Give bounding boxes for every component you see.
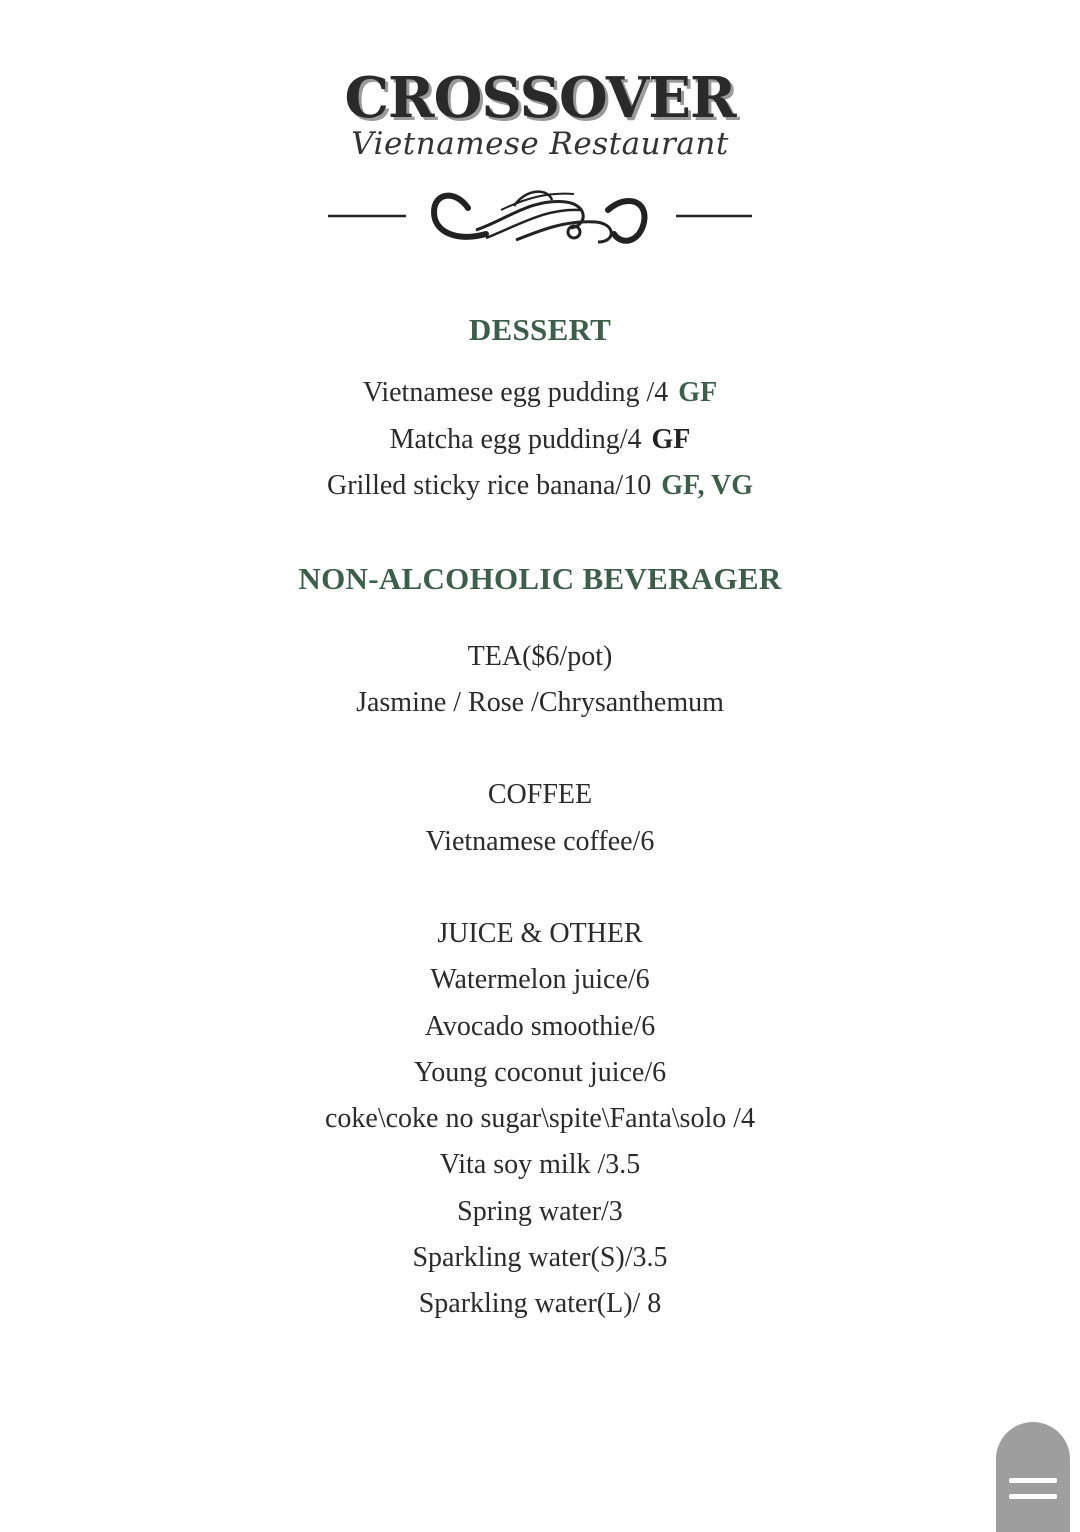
menu-item: Vietnamese coffee/6 bbox=[425, 826, 655, 857]
menu-item: Avocado smoothie/6 bbox=[424, 1011, 656, 1042]
menu-item: Watermelon juice/6 bbox=[430, 964, 650, 995]
menu-item: Spring water/3 bbox=[457, 1196, 623, 1227]
menu-toggle-button[interactable] bbox=[996, 1422, 1070, 1532]
menu-item-text: Grilled sticky rice banana/10 bbox=[326, 470, 652, 501]
dietary-tag: GF, VG bbox=[661, 470, 754, 501]
menu-item-text: Vietnamese egg pudding /4 bbox=[362, 377, 669, 408]
restaurant-logo bbox=[0, 62, 1080, 162]
menu-item: Sparkling water(L)/ 8 bbox=[418, 1288, 662, 1319]
juice-heading: JUICE & OTHER bbox=[437, 918, 643, 949]
menu-item: Vita soy milk /3.5 bbox=[439, 1149, 641, 1180]
menu-item: Sparkling water(S)/3.5 bbox=[412, 1242, 668, 1273]
brand-subtitle: Vietnamese Restaurant bbox=[351, 126, 729, 162]
dietary-tag: GF bbox=[678, 377, 718, 408]
menu-item bbox=[0, 470, 1080, 502]
menu-item bbox=[0, 377, 1080, 409]
beverages-section-title: NON-ALCOHOLIC BEVERAGER bbox=[298, 561, 782, 596]
coffee-heading: COFFEE bbox=[487, 779, 593, 810]
menu-item-text: Matcha egg pudding/4 bbox=[389, 424, 642, 455]
dietary-tag: GF bbox=[651, 424, 691, 455]
menu-item: Young coconut juice/6 bbox=[413, 1057, 667, 1088]
brand-name: CROSSOVER bbox=[344, 65, 736, 131]
flourish-ornament-icon bbox=[326, 180, 756, 252]
menu-item bbox=[0, 424, 1080, 456]
menu-item: coke\coke no sugar\spite\Fanta\solo /4 bbox=[324, 1103, 756, 1134]
dessert-section-title: DESSERT bbox=[468, 312, 612, 347]
tea-heading: TEA($6/pot) bbox=[467, 641, 613, 672]
tea-options: Jasmine / Rose /Chrysanthemum bbox=[356, 687, 724, 718]
